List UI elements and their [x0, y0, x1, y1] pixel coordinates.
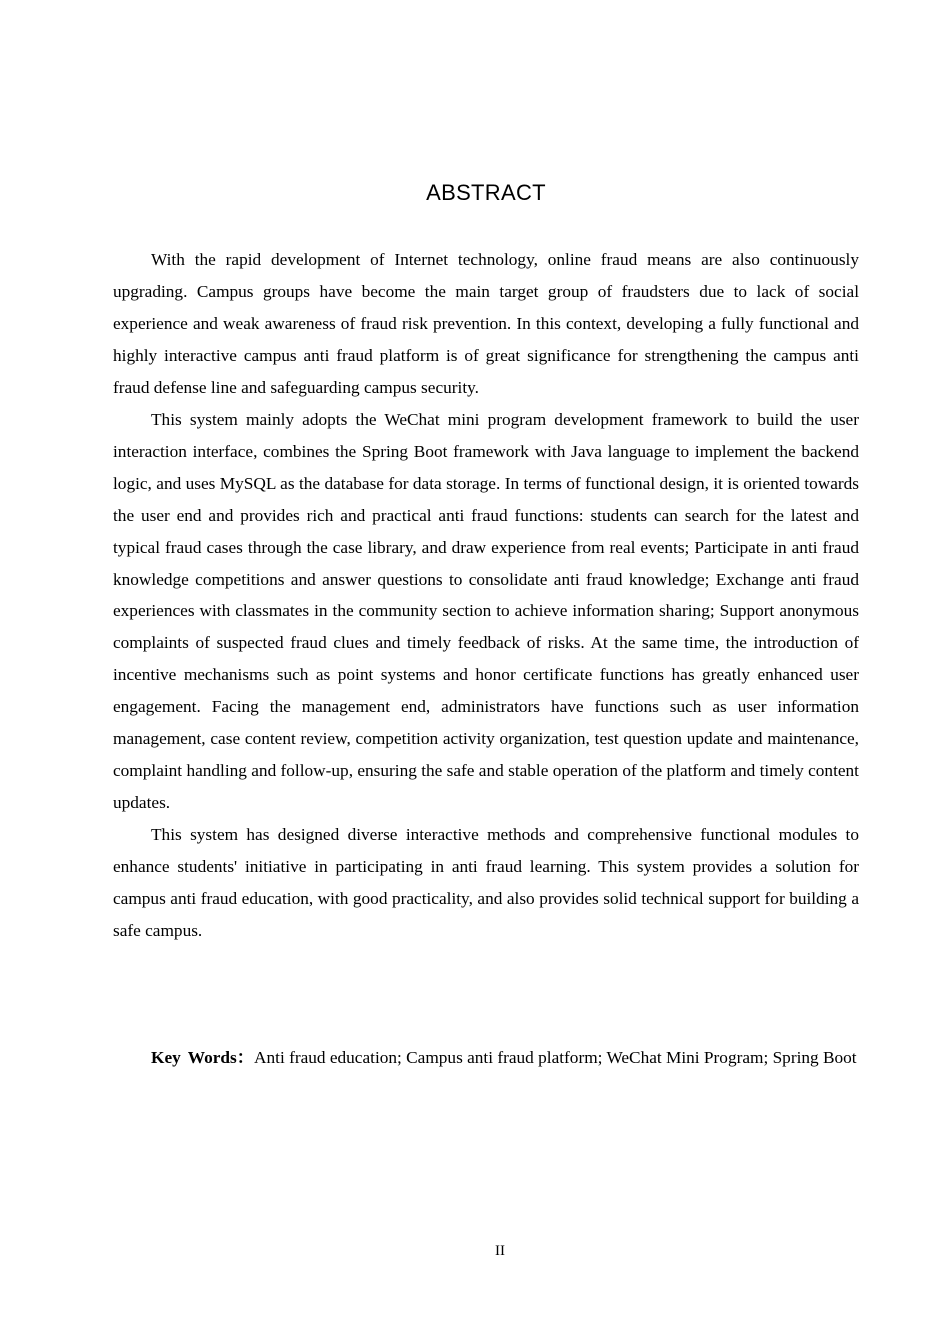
abstract-paragraph: This system has designed diverse interactive methods and comprehensive functional modules to enhance students' initiative in participating in anti fraud learning. This system provides a solution for campus anti fraud education, with good practicality, and also provides solid technical support for building a safe campus. — [113, 825, 859, 941]
abstract-title: ABSTRACT — [426, 180, 546, 205]
keywords-label: Key Words： — [151, 1048, 255, 1067]
keywords-line — [113, 1042, 859, 1074]
page-number: II — [495, 1243, 505, 1259]
abstract-body — [113, 244, 859, 947]
abstract-paragraph: This system mainly adopts the WeChat mini program development framework to build the user interaction interface, combines the Spring Boot framework with Java language to implement the backend logic, and uses MySQL as the database for data storage. In terms of functional design, it is oriented towards the user end and provides rich and practical anti fraud functions: students can search for the latest and typical fraud cases through the case library, and draw experience from real events; Participate in anti fraud knowledge competitions and answer questions to consolidate anti fraud knowledge; Exchange anti fraud experiences with classmates in the community section to achieve information sharing; Support anonymous complaints of suspected fraud clues and timely feedback of risks. At the same time, the introduction of incentive mechanisms such as point systems and honor certificate functions has greatly enhanced user engagement. Facing the management end, administrators have functions such as user information management, case content review, competition activity organization, test question update and maintenance, complaint handling and follow-up, ensuring the safe and stable operation of the platform and timely content updates. — [113, 409, 859, 813]
keywords-text: Anti fraud education; Campus anti fraud platform; WeChat Mini Program; Spring Boot — [254, 1048, 857, 1067]
abstract-paragraph: With the rapid development of Internet technology, online fraud means are also continuously upgrading. Campus groups have become the main target group of fraudsters due to lack of social experience and weak awareness of fraud risk prevention. In this context, developing a fully functional and highly interactive campus anti fraud platform is of great significance for strengthening the campus anti fraud defense line and safeguarding campus security. — [113, 250, 859, 397]
